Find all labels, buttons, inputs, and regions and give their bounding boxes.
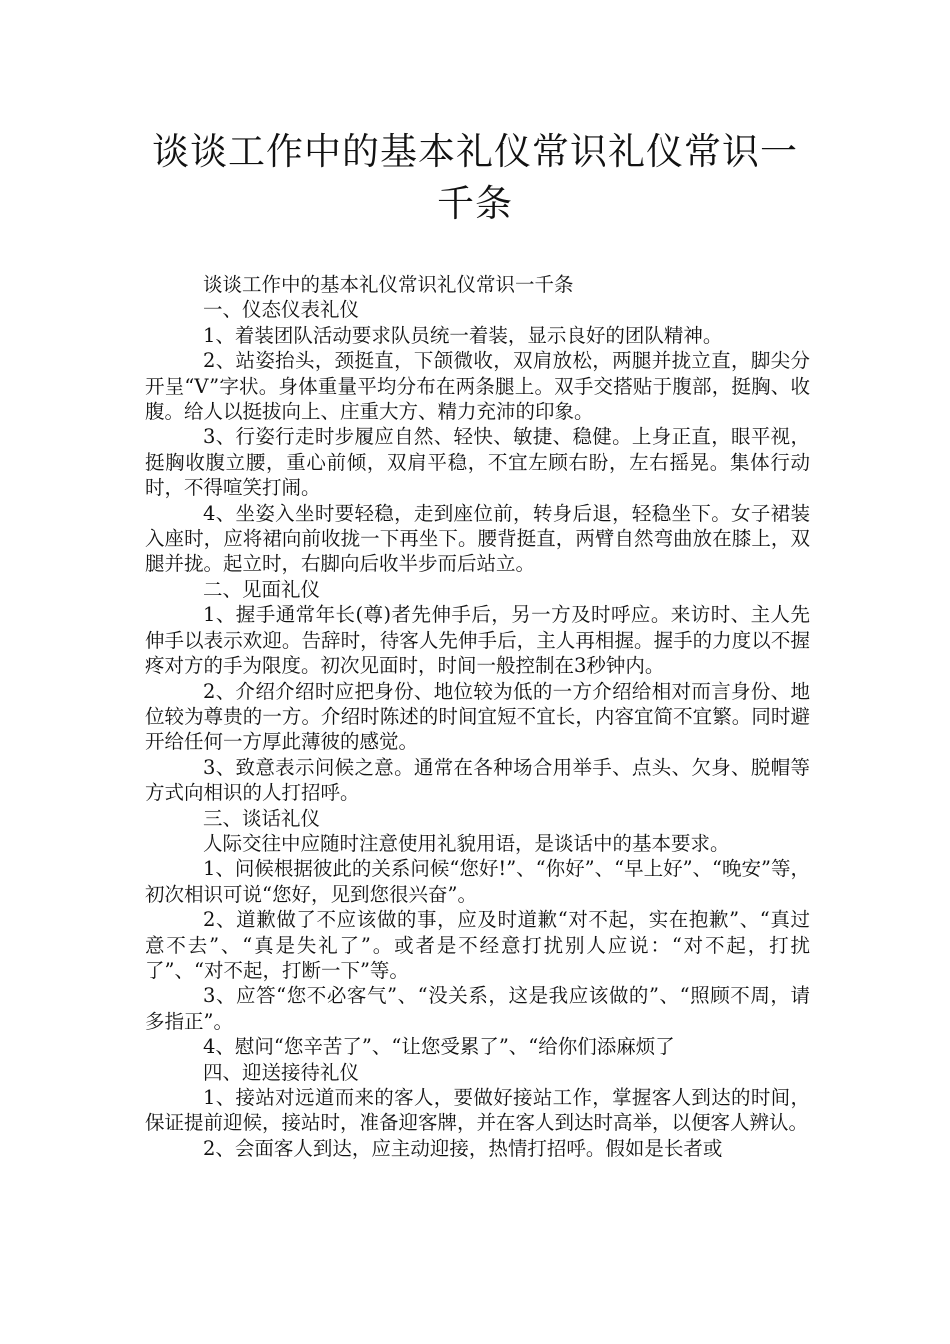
section-heading-reception: 四、迎送接待礼仪: [203, 1060, 360, 1084]
heading-repeat-title: 谈谈工作中的基本礼仪常识礼仪常识一千条: [203, 273, 574, 296]
section-heading-conversation: 三、谈话礼仪: [203, 806, 321, 830]
document-body: [145, 272, 810, 1161]
document-title: 谈谈工作中的基本礼仪常识礼仪常识一千条: [152, 130, 798, 225]
paragraph-greetings: 1、问候根据彼此的关系问候“您好!”、“你好”、“早上好”、“晚安”等，初次相识可说“您好，见到您很兴奋”。: [145, 857, 810, 906]
paragraph-consolation: 4、慰问“您辛苦了”、“让您受累了”、“给你们添麻烦了: [203, 1035, 675, 1059]
paragraph-handshake: 1、握手通常年长(尊)者先伸手后，另一方及时呼应。来访时、主人先伸手以表示欢迎。告辞时，待客人先伸手后，主人再相握。握手的力度以不握疼对方的手为限度。初次见面时，时间一般控制在3秒钟内。: [145, 603, 810, 678]
paragraph-apology: 2、道歉做了不应该做的事，应及时道歉“对不起，实在抱歉”、“真过意不去”、“真是失礼了”。或者是不经意打扰别人应说：“对不起，打扰了”、“对不起，打断一下”等。: [145, 908, 810, 982]
paragraph-courtesy-language: 人际交往中应随时注意使用礼貌用语，是谈话中的基本要求。: [203, 831, 730, 855]
paragraph-meeting-guests: 2、会面客人到达，应主动迎接，热情打招呼。假如是长者或: [203, 1136, 723, 1160]
paragraph-standing: 2、站姿抬头，颈挺直，下颌微收，双肩放松，两腿并拢立直，脚尖分开呈“V”字状。身体重量平均分布在两条腿上。双手交搭贴于腹部，挺胸、收腹。给人以挺拔向上、庄重大方、精力充沛的印象。: [145, 349, 810, 424]
section-heading-demeanor: 一、仪态仪表礼仪: [203, 298, 360, 322]
paragraph-introduction: 2、介绍介绍时应把身份、地位较为低的一方介绍给相对而言身份、地位较为尊贵的一方。介绍时陈述的时间宜短不宜长，内容宜简不宜繁。同时避开给任何一方厚此薄彼的感觉。: [145, 679, 810, 754]
paragraph-attire: 1、着装团队活动要求队员统一着装，显示良好的团队精神。: [203, 323, 723, 347]
section-heading-meeting: 二、见面礼仪: [203, 577, 321, 601]
paragraph-response: 3、应答“您不必客气”、“没关系，这是我应该做的”、“照顾不周，请多指正”。: [145, 984, 810, 1033]
paragraph-walking: 3、行姿行走时步履应自然、轻快、敏捷、稳健。上身正直，眼平视，挺胸收腹立腰，重心前倾，双肩平稳，不宜左顾右盼，左右摇晃。集体行动时，不得喧笑打闹。: [145, 425, 810, 500]
paragraph-sitting: 4、坐姿入坐时要轻稳，走到座位前，转身后退，轻稳坐下。女子裙装入座时，应将裙向前收拢一下再坐下。腰背挺直，两臂自然弯曲放在膝上，双腿并拢。起立时，右脚向后收半步而后站立。: [145, 501, 810, 576]
paragraph-pickup: 1、接站对远道而来的客人，要做好接站工作，掌握客人到达的时间，保证提前迎候，接站时，准备迎客牌，并在客人到达时高举，以便客人辨认。: [145, 1086, 810, 1135]
paragraph-greeting-gesture: 3、致意表示问候之意。通常在各种场合用举手、点头、欠身、脱帽等方式向相识的人打招呼。: [145, 755, 810, 805]
